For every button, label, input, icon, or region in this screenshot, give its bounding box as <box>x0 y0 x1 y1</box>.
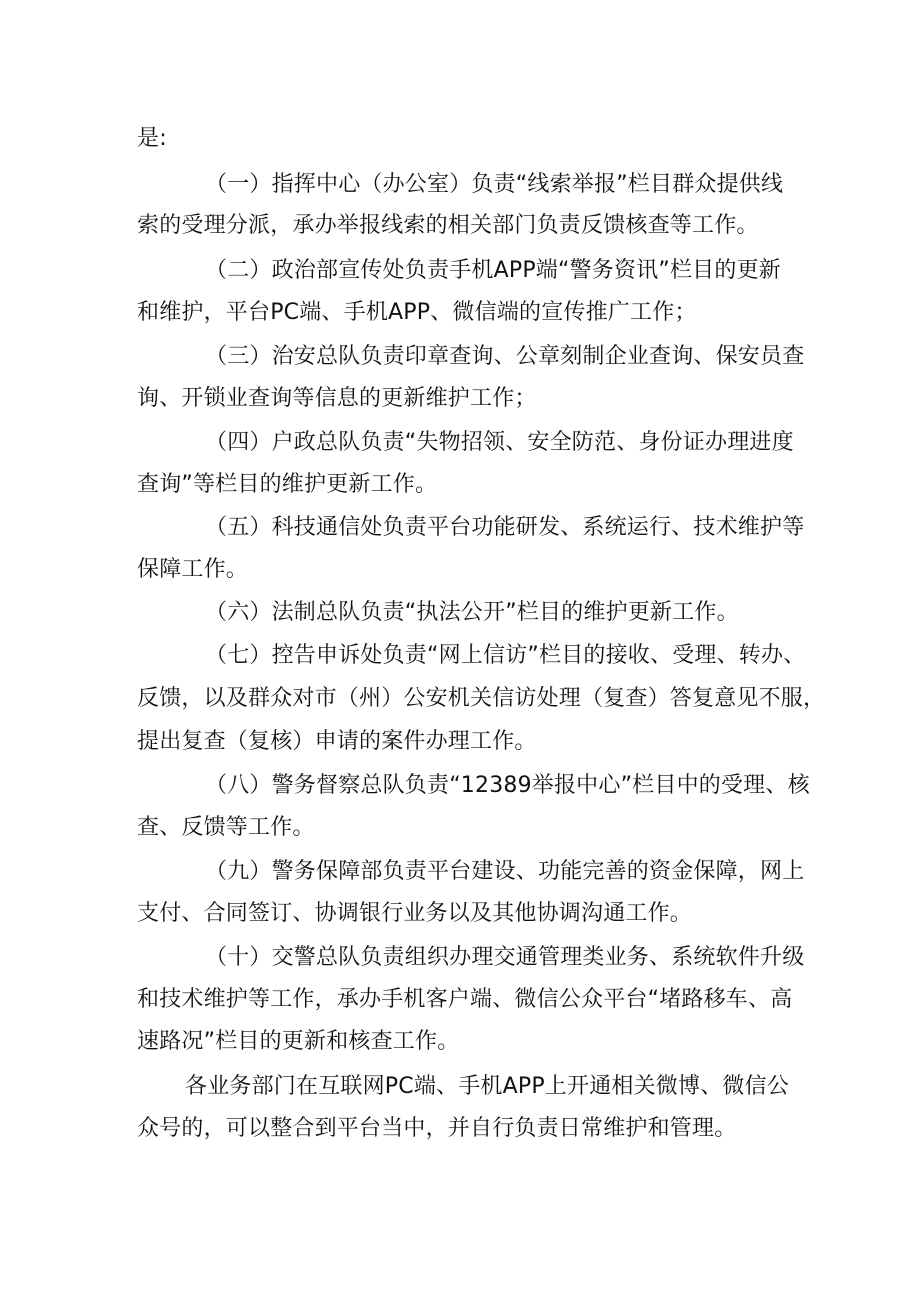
text-line: 索的受理分派，承办举报线索的相关部门负责反馈核查等工作。 <box>137 213 759 238</box>
text-line: 和技术维护等工作，承办手机客户端、微信公众平台“堵路移车、高 <box>137 987 793 1012</box>
text-line: 各业务部门在互联网PC端、手机APP上开通相关微博、微信公 <box>185 1074 790 1099</box>
text-line: 支付、合同签订、协调银行业务以及其他协调沟通工作。 <box>137 901 693 926</box>
text-line: 提出复查（复核）申请的案件办理工作。 <box>137 729 537 754</box>
text-line: （九）警务保障部负责平台建设、功能完善的资金保障，网上 <box>205 859 805 884</box>
text-line: 速路况”栏目的更新和核查工作。 <box>137 1029 460 1054</box>
text-line: 询、开锁业查询等信息的更新维护工作； <box>137 386 537 411</box>
text-line: （三）治安总队负责印章查询、公章刻制企业查询、保安员查 <box>205 344 805 369</box>
text-line: 众号的，可以整合到平台当中，并自行负责日常维护和管理。 <box>137 1116 737 1141</box>
text-line: 保障工作。 <box>137 557 249 582</box>
text-line: （七）控告申诉处负责“网上信访”栏目的接收、受理、转办、 <box>205 643 806 668</box>
text-line: （五）科技通信处负责平台功能研发、系统运行、技术维护等 <box>205 515 805 540</box>
text-line: 是: <box>137 126 167 151</box>
text-line: （四）户政总队负责“失物招领、安全防范、身份证办理进度 <box>205 430 794 455</box>
text-line: 和维护，平台PC端、手机APP、微信端的宣传推广工作； <box>137 300 697 325</box>
text-line: （六）法制总队负责“执法公开”栏目的维护更新工作。 <box>205 600 739 625</box>
text-line: （二）政治部宣传处负责手机APP端“警务资讯”栏目的更新 <box>205 258 781 283</box>
text-line: （八）警务督察总队负责“12389举报中心”栏目中的受理、核 <box>205 773 810 798</box>
text-line: （一）指挥中心（办公室）负责“线索举报”栏目群众提供线 <box>205 172 784 197</box>
text-line: 反馈，以及群众对市（州）公安机关信访处理（复查）答复意见不服， <box>137 686 826 711</box>
text-line: （十）交警总队负责组织办理交通管理类业务、系统软件升级 <box>205 945 805 970</box>
text-line: 查询”等栏目的维护更新工作。 <box>137 472 438 497</box>
text-line: 查、反馈等工作。 <box>137 815 315 840</box>
